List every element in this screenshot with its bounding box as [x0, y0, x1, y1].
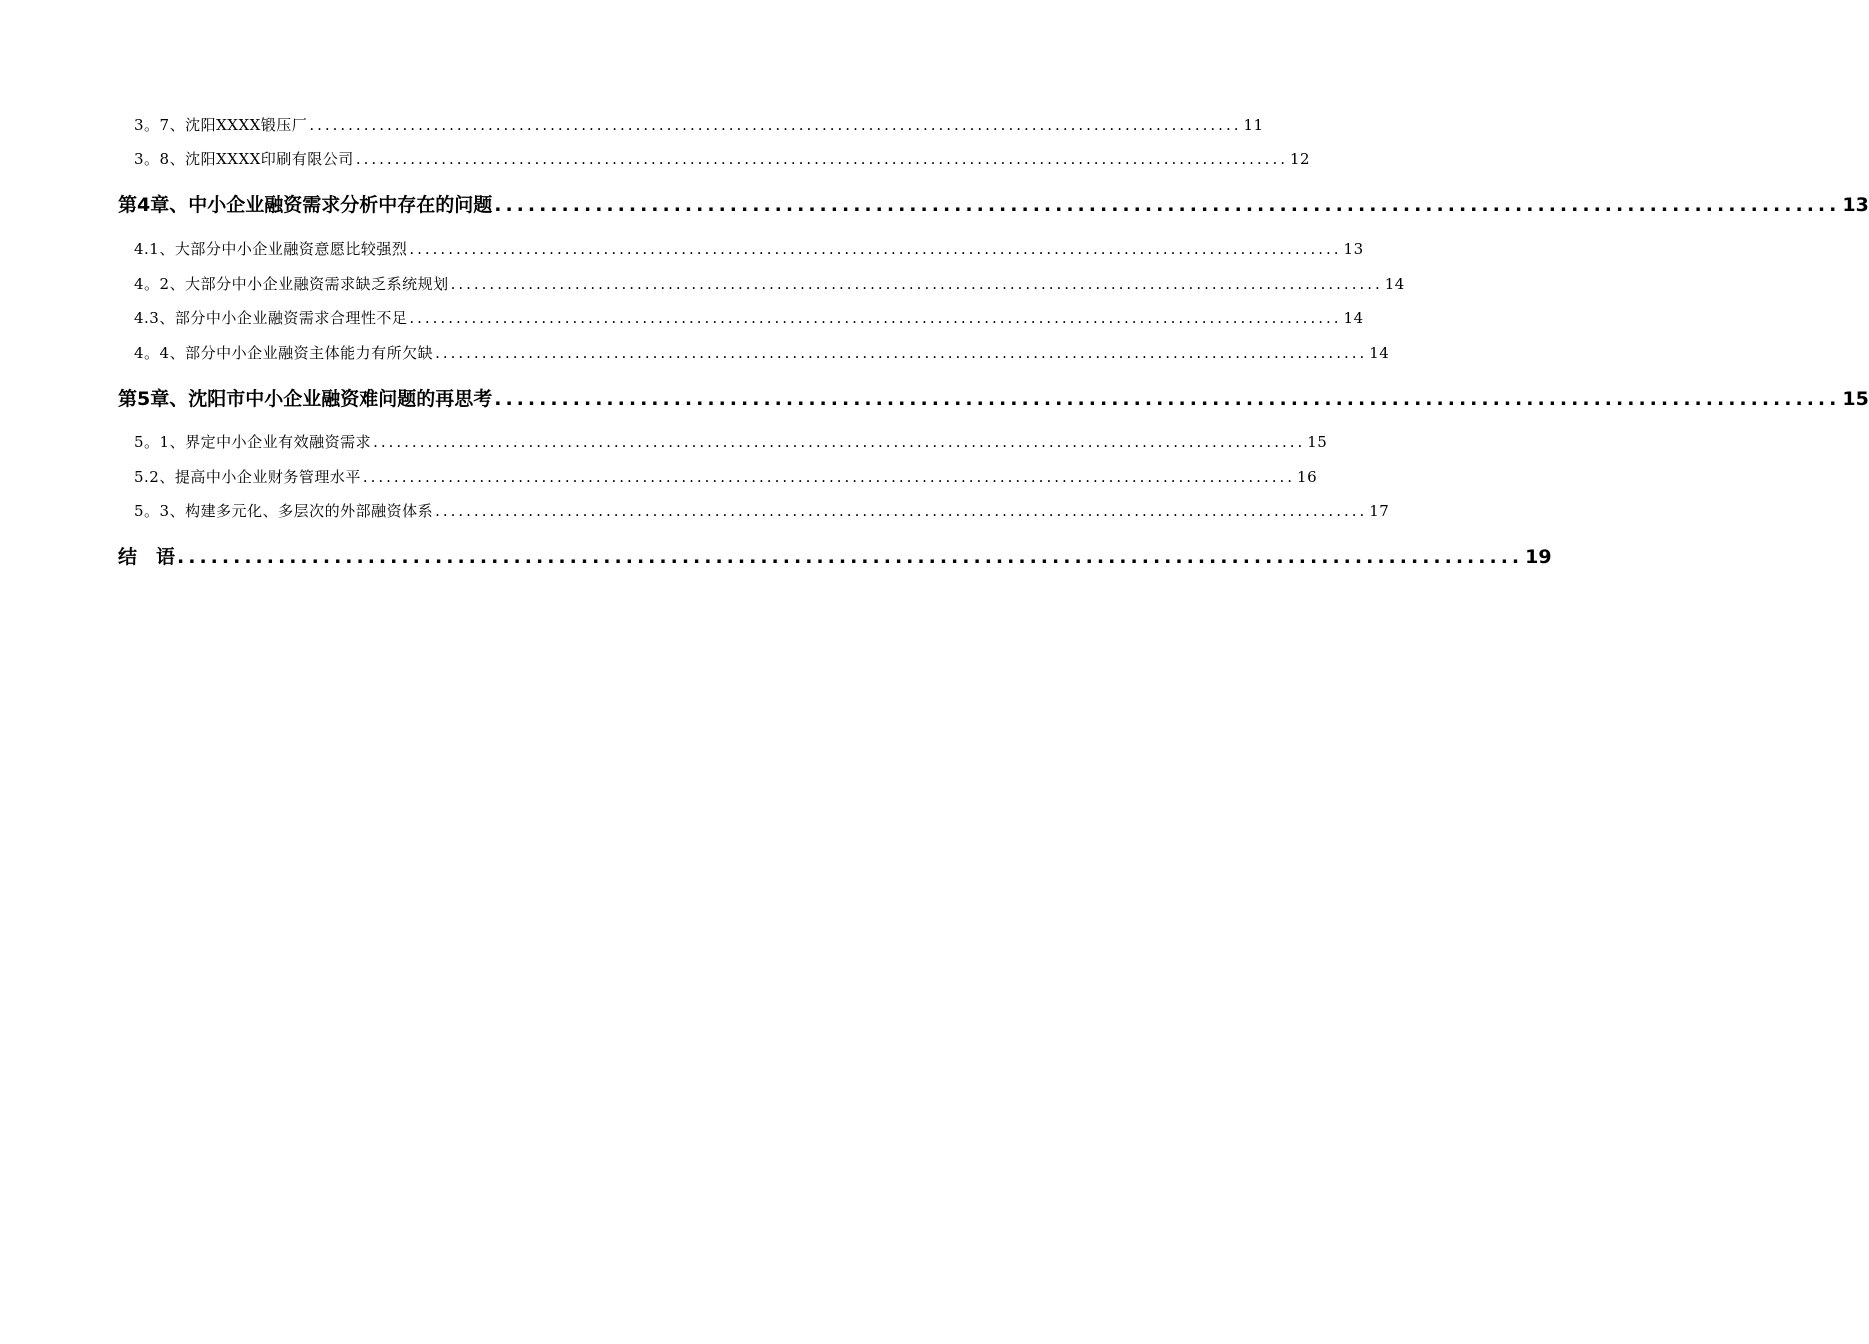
toc-entry-4-2[interactable]: [134, 273, 1405, 294]
toc-entry-label: 4。2、大部分中小企业融资需求缺乏系统规划: [134, 275, 449, 293]
toc-entry-label: 3。7、沈阳XXXX锻压厂: [134, 116, 308, 134]
dot-leader: ........................................................................................................................: [494, 194, 1841, 216]
toc-entry-page-number: 14: [1343, 309, 1364, 327]
toc-entry-3-8[interactable]: [134, 148, 1311, 169]
toc-chapter-page-number: 19: [1525, 546, 1552, 568]
dot-leader: ........................................................................................................................: [355, 150, 1288, 168]
dot-leader: ........................................................................................................................: [309, 116, 1242, 134]
toc-entry-5-2[interactable]: [134, 466, 1318, 487]
toc-chapter-page-number: 15: [1842, 388, 1869, 410]
dot-leader: ........................................................................................................................: [373, 433, 1306, 451]
toc-entry-page-number: 12: [1289, 150, 1311, 168]
toc-entry-label: 5.2、提高中小企业财务管理水平: [134, 468, 361, 486]
toc-entry-label: 3。8、沈阳XXXX印刷有限公司: [134, 150, 354, 168]
dot-leader: ........................................................................................................................: [409, 240, 1342, 258]
toc-entry-label: 4。4、部分中小企业融资主体能力有所欠缺: [134, 344, 434, 362]
toc-entry-5-1[interactable]: [134, 431, 1328, 452]
toc-chapter-label: 第5章、沈阳市中小企业融资难问题的再思考: [118, 388, 493, 410]
toc-entry-4-3[interactable]: [134, 307, 1364, 328]
toc-chapter-page-number: 13: [1842, 194, 1869, 216]
dot-leader: ........................................................................................................................: [177, 546, 1524, 568]
dot-leader: ........................................................................................................................: [435, 502, 1368, 520]
toc-entry-label: 5。1、界定中小企业有效融资需求: [134, 433, 372, 451]
toc-entry-4-1[interactable]: [134, 238, 1364, 259]
dot-leader: ........................................................................................................................: [362, 468, 1296, 486]
toc-entry-page-number: 15: [1307, 433, 1328, 451]
dot-leader: ........................................................................................................................: [409, 309, 1342, 327]
toc-entry-5-3[interactable]: [134, 500, 1390, 521]
toc-entry-page-number: 16: [1297, 468, 1318, 486]
toc-conclusion[interactable]: [118, 542, 1552, 569]
toc-chapter-5[interactable]: [118, 384, 1869, 411]
toc-entry-label: 4.3、部分中小企业融资需求合理性不足: [134, 309, 408, 327]
dot-leader: ........................................................................................................................: [494, 388, 1841, 410]
toc-entry-page-number: 13: [1343, 240, 1364, 258]
toc-entry-label: 5。3、构建多元化、多层次的外部融资体系: [134, 502, 434, 520]
toc-entry-page-number: 14: [1384, 275, 1405, 293]
dot-leader: ........................................................................................................................: [435, 344, 1368, 362]
dot-leader: ........................................................................................................................: [450, 275, 1383, 293]
toc-chapter-4[interactable]: [118, 190, 1869, 217]
toc-entry-page-number: 14: [1369, 344, 1390, 362]
toc-entry-4-4[interactable]: [134, 342, 1390, 363]
toc-entry-label: 4.1、大部分中小企业融资意愿比较强烈: [134, 240, 408, 258]
toc-entry-3-7[interactable]: [134, 114, 1264, 135]
toc-chapter-label: 第4章、中小企业融资需求分析中存在的问题: [118, 194, 493, 216]
toc-entry-page-number: 11: [1243, 116, 1264, 134]
toc-entry-page-number: 17: [1369, 502, 1390, 520]
toc-chapter-label: 结 语: [118, 546, 176, 568]
